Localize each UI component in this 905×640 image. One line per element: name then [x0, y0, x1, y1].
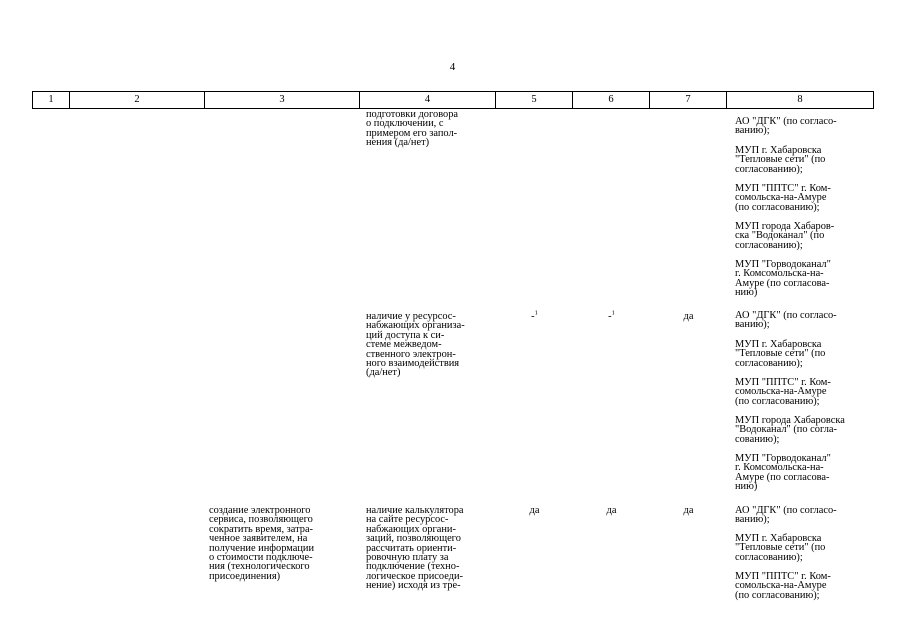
executor-item: МУП "Горводоканал" г. Комсомольска-на- Амуре (по согласова- нию): [735, 453, 831, 493]
value-col-7: да: [683, 505, 694, 516]
criterion-text: создание электронного сервиса, позволяющего сократить время, затра- ченное заявителем, на получение информации о стоимости подключе- ния (технологического присоединения): [209, 505, 315, 582]
indicator-text: наличие у ресурсос- набжающих организа- ций доступа к си- стеме межведом- ственного электрон- ного взаимодействия (да/нет): [366, 311, 465, 379]
executor-item: МУП г. Хабаровска "Тепловые сети" (по согласованию);: [735, 145, 826, 175]
executor-item: МУП г. Хабаровска "Тепловые сети" (по согласованию);: [735, 533, 826, 563]
header-col-4: 4: [360, 92, 496, 109]
header-col-2: 2: [70, 92, 205, 109]
column-number-header: [32, 91, 874, 109]
value-col-5: да: [529, 505, 540, 516]
footnote-mark: 1: [534, 309, 538, 317]
value-col-6: да: [606, 505, 617, 516]
header-col-5: 5: [496, 92, 573, 109]
executor-item: МУП города Хабаров- ска "Водоканал" (по согласованию);: [735, 221, 835, 251]
page-number: 4: [449, 61, 456, 73]
executor-item: МУП города Хабаровска "Водоканал" (по согла- сованию);: [735, 415, 845, 445]
executor-item: МУП "Горводоканал" г. Комсомольска-на- Амуре (по согласова- нию): [735, 259, 831, 299]
value-text: -: [608, 311, 612, 322]
header-col-6: 6: [573, 92, 650, 109]
header-col-8: 8: [727, 92, 874, 109]
executor-item: МУП "ППТС" г. Ком- сомольска-на-Амуре (по согласованию);: [735, 183, 831, 213]
executor-item: АО "ДГК" (по согласо- ванию);: [735, 116, 837, 137]
executor-item: МУП "ППТС" г. Ком- сомольска-на-Амуре (по согласованию);: [735, 571, 831, 601]
indicator-text: наличие калькулятора на сайте ресурсос- набжающих органи- заций, позволяющего рассчитать ориенти- ровочную плату за подключение (техно- логическое присоеди- нение) исходя из тре-: [366, 505, 464, 592]
executor-item: АО "ДГК" (по согласо- ванию);: [735, 505, 837, 526]
executor-item: МУП г. Хабаровска "Тепловые сети" (по согласованию);: [735, 339, 826, 369]
footnote-mark: 1: [611, 309, 615, 317]
value-col-7: да: [683, 311, 694, 322]
header-col-7: 7: [650, 92, 727, 109]
value-text: -: [531, 311, 535, 322]
value-col-6: [573, 309, 650, 322]
value-col-5: [496, 309, 573, 322]
header-col-1: 1: [33, 92, 70, 109]
executor-item: АО "ДГК" (по согласо- ванию);: [735, 310, 837, 331]
indicator-text: подготовки договора о подключении, с примером его запол- нения (да/нет): [366, 109, 459, 149]
header-col-3: 3: [205, 92, 360, 109]
executor-item: МУП "ППТС" г. Ком- сомольска-на-Амуре (по согласованию);: [735, 377, 831, 407]
